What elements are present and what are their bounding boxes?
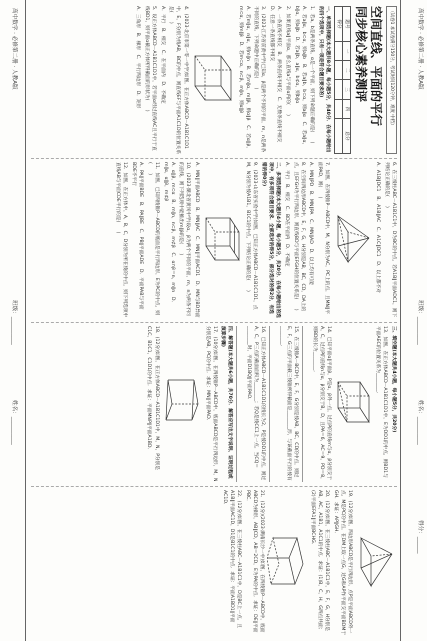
question-2-options: A．一条直线不相交 B．两条直线不相交 C．无数条直线不相交 D．任意一条直线都不相交 xyxy=(269,6,282,147)
publisher-label: 高中数学 · 必修第二册 · 人教A版 xyxy=(417,8,423,90)
question-10: 10．(2023·湖北省黄冈中学)设α，β为两个不同的平面，m，n为两条不同的直线，则下列选项中能推出m∥β的是( ) xyxy=(178,162,191,316)
question-3-options: A．若m∥α，n∥α，则m∥n B．若m∥α，m∥β，则α∥β C．若α∥β，m⊂α，则m∥β D．若m⊂α，n⊂β，m∥n，则α∥β xyxy=(237,6,250,152)
question-8-options: A．平行 B．相交 C．BD在平面内 D．不确定 xyxy=(283,162,289,267)
question-5-options: A．三角形 B．梯形 C．平行四边形 D．矩形 xyxy=(135,6,141,109)
column-4 xyxy=(31,490,397,636)
score-cell[interactable] xyxy=(335,61,343,80)
score-cell[interactable] xyxy=(335,99,343,118)
answer-line[interactable] xyxy=(302,326,309,482)
question-4-options: A．平行 B．相交 C．在平面内 D．不确定 xyxy=(159,6,165,104)
cube-figure xyxy=(202,214,242,266)
column-divider xyxy=(31,322,397,323)
prism-figure xyxy=(162,374,202,434)
section-3-heading: 三、填空题(本大题共4小题，每小题5分，共20分) xyxy=(391,326,396,433)
question-1: 1．若a，b是两条直线，α是一个平面，则下列命题正确的是( ) xyxy=(309,6,315,144)
question-5: 5．设正方体ABCD－A1B1C1D1中，若平面α经过直线AC且平行于直线BD1，则平面α截正方体所得截面的形状为( ) xyxy=(143,6,156,151)
column-1 xyxy=(31,6,397,154)
class-field[interactable]: 班级：__________ xyxy=(417,300,423,345)
question-6-options: A．A1B∥DC1 B．A1B∥AC C．A1C∥DC1 D．以上都不对 xyxy=(375,162,381,293)
score-field[interactable]: 得分：______ xyxy=(417,520,423,554)
footer-strip xyxy=(0,0,26,641)
question-7: 7．如图，在四棱锥P－ABCD中，M，N分别为AC，PC上的点，且MN∥平面PAD，则( ) xyxy=(317,162,330,315)
column-2 xyxy=(31,162,397,318)
answer-line[interactable] xyxy=(237,326,244,482)
question-7-options: A．MN∥PD B．MN∥PA C．MN∥AD D．以上均有可能 xyxy=(308,162,314,285)
publisher-label: 高中数学 · 必修第二册 · 人教A版 xyxy=(11,8,17,90)
column-divider xyxy=(31,158,397,159)
page-title xyxy=(353,6,383,154)
score-header: 总分 xyxy=(343,118,351,153)
header-strip xyxy=(400,0,427,641)
question-22: 22．(12分)如图，在三棱柱ABC－A1B1C1中，D是BC上一点，且A1B∥平面AC1D，D1是B1C1的中点．求证：平面A1BD1∥平面AC1D． xyxy=(221,490,241,629)
question-19: 19．(12分)如图，四边形ABCD是平行四边形，点P是平面ABCD外一点，M是PC的中点，在DM上取一点G，过G和AP作平面交平面BDM于GH．求证：AP∥GH． xyxy=(332,490,352,636)
title-line-2: 同步核心素养测评 xyxy=(354,6,368,103)
section-2-heading: 二、多项选择题(本大题共4小题，每小题5分，共20分．在每小题给出的选项中，有多项符合题目要求．全部选对的得5分，部分选对的得2分，有选错的得0分) xyxy=(261,162,281,318)
column-divider xyxy=(31,486,397,487)
prism-figure xyxy=(267,534,307,592)
pyramid-figure xyxy=(332,212,372,268)
score-header: 二 xyxy=(343,61,351,80)
score-table xyxy=(334,6,351,154)
question-6: 6．在三棱柱ABC－A1B1C1中，D为BC的中点，若A1B∥平面ADC1，则下列结论正确的是( ) xyxy=(383,162,396,318)
section-4-heading: 四、解答题(本大题共6小题，共70分．解答应写出文字说明、证明过程或演算步骤) xyxy=(220,326,233,479)
question-17: 17．(10分)如图，在四棱锥P－ABCD中，底面ABCD是平行四边形，M，N分别是AB，PC的中点．求证：MN∥平面PAD． xyxy=(204,326,217,482)
cube-figure xyxy=(191,50,235,110)
score-cell: 得分 xyxy=(335,7,343,42)
score-cell[interactable] xyxy=(335,118,343,153)
score-cell[interactable] xyxy=(335,42,343,61)
title-line-1: 空间直线、平面的平行 xyxy=(369,6,383,127)
question-16: 16．已知正方体ABCD－A1B1C1D1的棱长为2，P是棱DD1的中点，则过A，C，P三点的截面面积为________；若Q是棱CC1上一点，当CQ＝________时，平面D1BQ∥平面PAO． xyxy=(246,326,266,481)
question-8: 8．在空间四边形ABCD中，E，F，G，H分别是AB，BC，CD，DA上的点，且EFGH为平行四边形，则直线BD与平面EFGH的位置关系是( ) xyxy=(292,162,305,312)
question-3: 3．(2023·江苏省前黄中学)已知α，β是两个不同的平面，m，n是两条不同的直线，下列命题中正确的是( ) xyxy=(253,6,266,153)
question-1-options: A．若a∥α，b⊂α，则a∥b B．若a∥b，b⊂α，则a∥α C．若a∥α，b∥α，则a∥b D．若a∥b，a∥α，b⊄α，则b∥α xyxy=(293,6,306,148)
question-2: 2．如果直线a∥平面α，那么直线a与平面α内的( ) xyxy=(284,6,290,116)
answer-line[interactable] xyxy=(269,326,276,482)
pyramid-figure xyxy=(355,534,395,592)
question-18: 18．(12分)如图，在正方体ABCD－A1B1C1D1中，M，N，P分别是C1C，B1C1，C1D1的中点．求证：平面MNP∥平面A1BD． xyxy=(146,326,159,471)
question-21: 21．(12分)(2023·湖南长沙一中)如图，在四棱锥P－ABCD中，底面ABCD为梯形，AB∥CD，AB＝2CD，E为PA的中点．求证：DE∥平面PBC． xyxy=(244,490,264,633)
question-10-options: A．α∥β，m⊂α B．m∥n，n⊂β，m⊄β C．α∩β＝n，m∥n D．m∥α，α∥β，m⊄β xyxy=(162,162,175,306)
class-field[interactable]: 班级：__________ xyxy=(11,300,17,345)
name-field[interactable]: 姓名：__________ xyxy=(11,400,17,445)
question-4: 4．(2023·北京市第一零一中学)如图，在正方体ABCD－A1B1C1D1中，E，F分别为棱AB，BC的中点，则直线EF与平面A1C1D的位置关系是( ) xyxy=(168,6,188,154)
column-3 xyxy=(31,326,397,482)
question-11-options: A．PA∥平面BDE B．PA∥BE C．PB∥平面ADE D．平面PAB与平面BDE不平行 xyxy=(131,162,144,310)
question-13: 13．如图，在正方体ABCD－A1B1C1D1中，E为DD1的中点，则BD1与平面AEC的位置关系为________． xyxy=(375,326,388,478)
score-header: 题号 xyxy=(343,7,351,42)
question-9: 9．(2023·山东省实验中学)如图，已知正方体ABCD－A1B1C1D1，点M，N分别为棱A1B1，B1C1的中点，下列结论正确的是( ) xyxy=(245,162,258,310)
exam-meta: （试卷1 本试卷满分150分，考试时间120分钟，难度 中档） xyxy=(386,6,397,154)
question-9-options: A．MN∥平面ABCD B．MN∥AC C．MN∥平面ACD1 D．MN与BD异面 xyxy=(194,162,200,318)
score-cell[interactable] xyxy=(335,80,343,99)
section-1-heading: 一、单项选择题(本大题共8小题，每小题5分，共40分．在每小题给出的四个选项中，只有一项是符合题目要求的) xyxy=(318,6,331,153)
score-header: 四 xyxy=(343,99,351,118)
question-20: 20．(12分)如图，在三棱柱ABC－A1B1C1中，E，F，G，H分别是AB，AC，A1B1，A1C1的中点．求证：(1)B，C，H，G四点共面；(2)平面EFA1∥平面BCHG． xyxy=(309,490,330,633)
question-14: 14．已知平面α∥平面β，P是α，β外一点，过点P的直线m与α，β分别交于A，C，过点P的直线n与α，β分别交于B，D，且PA＝6，AC＝9，PD＝8，则BD的长为________． xyxy=(311,326,332,482)
question-15: 15．在三棱锥A－BCD中，E，F，G分别是棱AB，BC，CD的中点，则过E，F，G三点的平面截三棱锥所得截面是________形，与该截面平行的棱有________． xyxy=(279,326,299,481)
score-header: 三 xyxy=(343,80,351,99)
name-field[interactable]: 姓名：__________ xyxy=(417,400,423,445)
score-header: 一 xyxy=(343,42,351,61)
question-12: 12．如图，在正方体中，A，B，C，D分别为所在棱的中点，则下列选项中直线AB与平面CDE平行的是( ) xyxy=(115,162,128,318)
question-11: 11．如图，已知四棱锥P－ABCD的底面是平行四边形，E为PC的中点，则( ) xyxy=(146,162,159,315)
cube-figure xyxy=(334,378,372,430)
